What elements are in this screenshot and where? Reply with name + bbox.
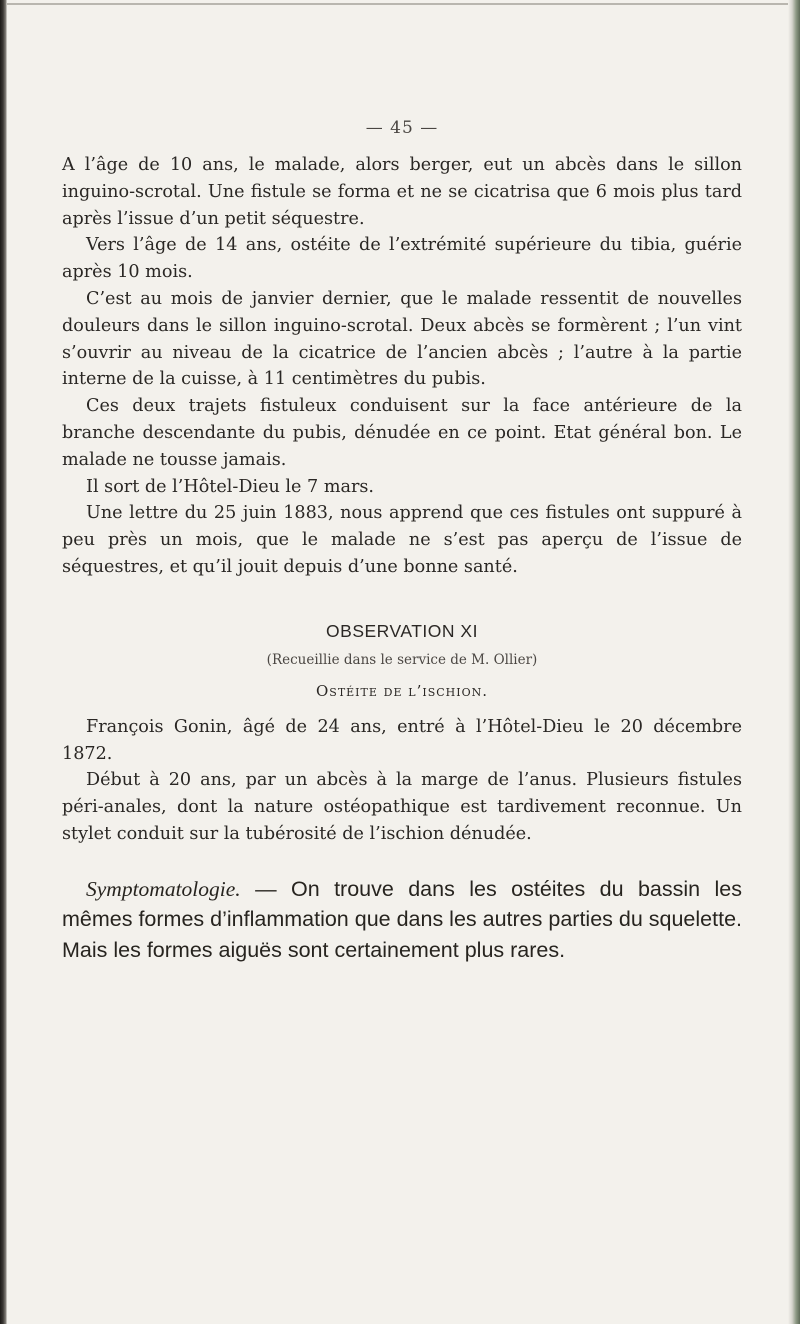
page-edge-right	[788, 0, 800, 1324]
paragraph: Vers l’âge de 14 ans, ostéite de l’extrémité supérieure du tibia, guérie après 10 mois.	[62, 235, 742, 283]
symptomatologie-heading: Symptomatologie.	[86, 876, 241, 901]
paragraph: François Gonin, âgé de 24 ans, entré à l’Hôtel-Dieu le 20 décembre 1872.	[62, 716, 742, 764]
page-edge-left	[0, 0, 7, 1324]
top-rule	[7, 3, 788, 5]
observation-title: OBSERVATION XI	[326, 620, 478, 641]
paragraph: C’est au mois de janvier dernier, que le malade ressentit de nouvelles douleurs dans le sillon inguino-scrotal. Deux abcès se formèrent ; l’un vint s’ouvrir au niveau de la cicatrice de l’ancien abcès ; l’autre à la partie interne de la cuisse, à 11 centimètres du pubis.	[62, 288, 742, 390]
symptomatologie-text: — On trouve dans les ostéites du bassin les mêmes formes d’inflammation que dans les autres parties du squelette. Mais les formes aiguës sont certainement plus rares.	[62, 876, 742, 962]
symptomatologie-paragraph	[62, 874, 742, 966]
page-number: — 45 —	[365, 118, 439, 138]
document-page	[62, 118, 742, 987]
paragraph: Ces deux trajets fistuleux conduisent sur la face antérieure de la branche descendante du pubis, dénudée en ce point. Etat général bon. Le malade ne tousse jamais.	[62, 396, 742, 470]
paragraph: Début à 20 ans, par un abcès à la marge de l’anus. Plusieurs fistules péri-anales, dont la nature ostéopathique est tardivement reconnue. Un stylet conduit sur la tubérosité de l’ischion dénudée.	[62, 770, 742, 844]
paragraph: A l’âge de 10 ans, le malade, alors berger, eut un abcès dans le sillon inguino-scrotal. Une fistule se forma et ne se cicatrisa que 6 mois plus tard après l’issue d’un petit séquestre.	[62, 155, 742, 229]
observation-subject: Ostéite de l’ischion.	[315, 681, 489, 700]
paragraph: Il sort de l’Hôtel-Dieu le 7 mars.	[86, 476, 375, 497]
paragraph: Une lettre du 25 juin 1883, nous apprend que ces fistules ont suppuré à peu près un mois, que le malade ne s’est pas aperçu de l’issue de séquestres, et qu’il jouit depuis d’une bonne santé.	[62, 503, 742, 577]
observation-source: (Recueillie dans le service de M. Ollier)	[266, 651, 538, 668]
